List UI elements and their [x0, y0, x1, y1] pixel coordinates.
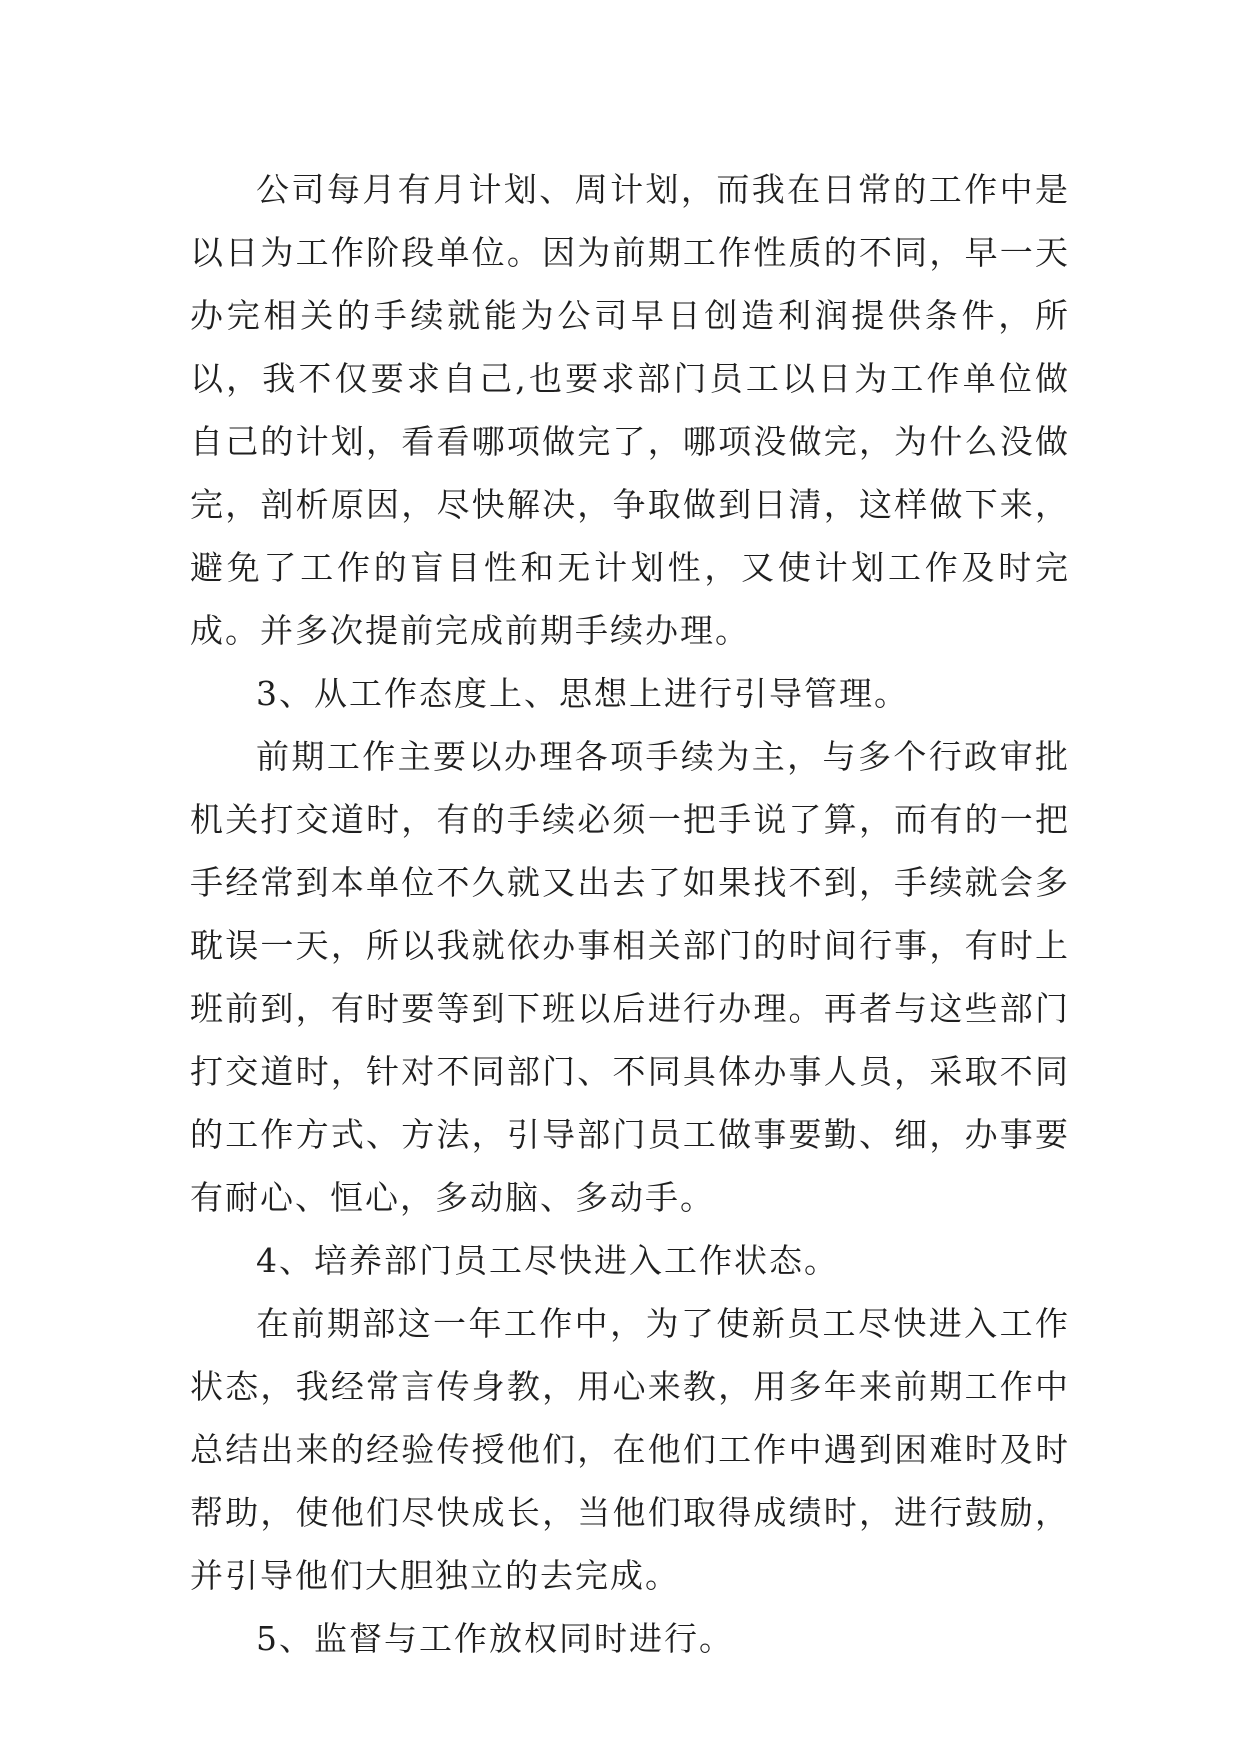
heading-supervision: 5、监督与工作放权同时进行。	[256, 1619, 734, 1658]
paragraph-new-staff: 在前期部这一年工作中，为了使新员工尽快进入工作状态，我经常言传身教，用心来教，用多年来前期工作中总结出来的经验传授他们，在他们工作中遇到困难时及时帮助，使他们尽快成长，当他们取得成绩时，进行鼓励，并引导他们大胆独立的去完成。	[190, 1304, 1070, 1595]
heading-staff-training: 4、培养部门员工尽快进入工作状态。	[256, 1241, 839, 1280]
heading-work-attitude: 3、从工作态度上、思想上进行引导管理。	[256, 674, 909, 713]
paragraph-procedures: 前期工作主要以办理各项手续为主，与多个行政审批机关打交道时，有的手续必须一把手说了算，而有的一把手经常到本单位不久就又出去了如果找不到，手续就会多耽误一天，所以我就依办事相关部门的时间行事，有时上班前到，有时要等到下班以后进行办理。再者与这些部门打交道时，针对不同部门、不同具体办事人员，采取不同的工作方式、方法，引导部门员工做事要勤、细，办事要有耐心、恒心，多动脑、多动手。	[190, 737, 1070, 1217]
document-body	[190, 158, 1070, 1670]
paragraph-daily-planning: 公司每月有月计划、周计划，而我在日常的工作中是以日为工作阶段单位。因为前期工作性质的不同，早一天办完相关的手续就能为公司早日创造利润提供条件，所以，我不仅要求自己,也要求部门员工以日为工作单位做自己的计划，看看哪项做完了，哪项没做完，为什么没做完，剖析原因，尽快解决，争取做到日清，这样做下来，避免了工作的盲目性和无计划性，又使计划工作及时完成。并多次提前完成前期手续办理。	[190, 170, 1070, 650]
